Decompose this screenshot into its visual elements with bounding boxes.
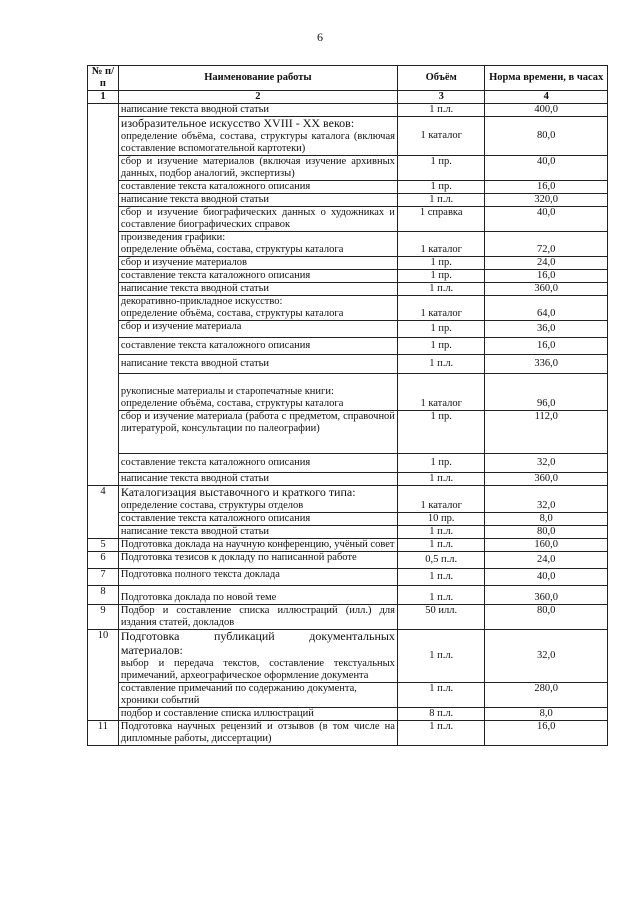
section-heading: произведения графики: xyxy=(120,232,226,243)
section-heading: Каталогизация выставочного и краткого типа: xyxy=(120,485,356,499)
work-norm: 360,0 xyxy=(485,586,608,605)
column-number: 4 xyxy=(485,91,608,104)
work-name: составление текста каталожного описания xyxy=(118,454,397,473)
work-name-cell xyxy=(118,232,397,257)
table-row xyxy=(88,569,608,586)
work-norm: 112,0 xyxy=(485,411,608,454)
work-volume: 1 пр. xyxy=(397,181,485,194)
table-row xyxy=(88,283,608,296)
row-num-cell xyxy=(88,104,119,486)
work-name-cell xyxy=(118,117,397,156)
work-name: определение объёма, состава, структуры каталога xyxy=(120,308,344,319)
row-num: 6 xyxy=(88,552,119,569)
section-heading: рукописные материалы и старопечатные книги: xyxy=(120,386,334,397)
work-norm: 32,0 xyxy=(485,630,608,683)
work-volume: 1 п.л. xyxy=(397,586,485,605)
work-volume: 1 пр. xyxy=(397,338,485,355)
work-volume: 1 пр. xyxy=(397,321,485,338)
norms-table xyxy=(87,65,608,746)
work-name: определение состава, структуры отделов xyxy=(120,500,304,511)
work-norm: 72,0 xyxy=(485,232,608,257)
table-row xyxy=(88,683,608,708)
row-num: 10 xyxy=(88,630,119,721)
work-norm: 40,0 xyxy=(485,569,608,586)
table-row xyxy=(88,630,608,683)
work-norm: 80,0 xyxy=(485,117,608,156)
work-norm: 8,0 xyxy=(485,513,608,526)
work-name-cell xyxy=(118,486,397,513)
table-row xyxy=(88,526,608,539)
work-name: определение объёма, состава, структуры каталога (включая составление вспомогательной картотеки) xyxy=(120,131,395,154)
work-norm: 400,0 xyxy=(485,104,608,117)
header-name: Наименование работы xyxy=(118,66,397,91)
table-row xyxy=(88,156,608,181)
work-name-cell xyxy=(118,374,397,411)
table-row xyxy=(88,586,608,605)
column-number: 3 xyxy=(397,91,485,104)
work-name: сбор и изучение материалов (включая изучение архивных данных, подбор аналогий, экспертизы) xyxy=(118,156,397,181)
work-volume: 1 каталог xyxy=(397,374,485,411)
header-norm: Норма времени, в часах xyxy=(485,66,608,91)
work-volume: 1 п.л. xyxy=(397,721,485,746)
work-norm: 8,0 xyxy=(485,708,608,721)
work-volume: 1 каталог xyxy=(397,486,485,513)
row-num: 5 xyxy=(88,539,119,552)
table-row xyxy=(88,321,608,338)
work-norm: 360,0 xyxy=(485,283,608,296)
work-name: Подготовка тезисов к докладу по написанной работе xyxy=(118,552,397,569)
row-num: 7 xyxy=(88,569,119,586)
work-name: составление текста каталожного описания xyxy=(118,181,397,194)
table-row xyxy=(88,194,608,207)
table-row xyxy=(88,257,608,270)
table-header-row xyxy=(88,66,608,91)
work-norm: 32,0 xyxy=(485,486,608,513)
work-name: выбор и передача текстов, составление текстуальных примечаний, археографическое оформление документа xyxy=(120,658,395,681)
work-norm: 16,0 xyxy=(485,270,608,283)
work-name-cell xyxy=(118,296,397,321)
work-volume: 1 каталог xyxy=(397,296,485,321)
work-name: написание текста вводной статьи xyxy=(118,104,397,117)
work-name: подбор и составление списка иллюстраций xyxy=(118,708,397,721)
section-heading: изобразительное искусство XVIII - XX веков: xyxy=(120,116,355,130)
work-name: Подготовка доклада по новой теме xyxy=(118,586,397,605)
row-num: 9 xyxy=(88,605,119,630)
work-name: определение объёма, состава, структуры каталога xyxy=(120,398,344,409)
work-name: сбор и изучение материалов xyxy=(118,257,397,270)
section-heading: Подготовка публикаций документальных материалов: xyxy=(120,629,395,657)
work-norm: 40,0 xyxy=(485,156,608,181)
column-number: 1 xyxy=(88,91,119,104)
work-volume: 1 п.л. xyxy=(397,683,485,708)
work-name: написание текста вводной статьи xyxy=(118,194,397,207)
work-name: составление текста каталожного описания xyxy=(118,270,397,283)
work-volume: 1 п.л. xyxy=(397,539,485,552)
work-volume: 1 п.л. xyxy=(397,569,485,586)
work-name: Подбор и составление списка иллюстраций (илл.) для издания статей, докладов xyxy=(118,605,397,630)
work-norm: 32,0 xyxy=(485,454,608,473)
work-name: Подготовка научных рецензий и отзывов (в том числе на дипломные работы, диссертации) xyxy=(118,721,397,746)
work-name: написание текста вводной статьи xyxy=(118,526,397,539)
table-row xyxy=(88,117,608,156)
work-volume: 50 илл. xyxy=(397,605,485,630)
table-row xyxy=(88,232,608,257)
header-num: № п/п xyxy=(88,66,119,91)
work-name: сбор и изучение материала (работа с предметом, справочной литературой, консультации по палеографии) xyxy=(118,411,397,454)
work-volume: 1 каталог xyxy=(397,117,485,156)
table-row xyxy=(88,338,608,355)
work-volume: 0,5 п.л. xyxy=(397,552,485,569)
work-name: составление текста каталожного описания xyxy=(118,338,397,355)
work-norm: 16,0 xyxy=(485,721,608,746)
work-norm: 80,0 xyxy=(485,526,608,539)
table-row xyxy=(88,104,608,117)
work-volume: 1 п.л. xyxy=(397,630,485,683)
work-name: Подготовка полного текста доклада xyxy=(118,569,397,586)
table-row xyxy=(88,552,608,569)
work-norm: 360,0 xyxy=(485,473,608,486)
work-name: написание текста вводной статьи xyxy=(118,283,397,296)
work-norm: 40,0 xyxy=(485,207,608,232)
work-norm: 80,0 xyxy=(485,605,608,630)
table-row xyxy=(88,721,608,746)
table-row xyxy=(88,296,608,321)
table-row xyxy=(88,374,608,411)
work-name: составление текста каталожного описания xyxy=(118,513,397,526)
work-name: написание текста вводной статьи xyxy=(118,473,397,486)
table-row xyxy=(88,486,608,513)
table-row xyxy=(88,605,608,630)
header-volume: Объём xyxy=(397,66,485,91)
work-volume: 1 п.л. xyxy=(397,104,485,117)
work-volume: 1 каталог xyxy=(397,232,485,257)
work-volume: 1 п.л. xyxy=(397,526,485,539)
work-name: написание текста вводной статьи xyxy=(118,355,397,374)
table-row xyxy=(88,270,608,283)
work-volume: 1 пр. xyxy=(397,411,485,454)
work-volume: 1 справка xyxy=(397,207,485,232)
column-number: 2 xyxy=(118,91,397,104)
page-number: 6 xyxy=(317,30,323,44)
table-row xyxy=(88,355,608,374)
table-row xyxy=(88,411,608,454)
work-norm: 64,0 xyxy=(485,296,608,321)
work-name: сбор и изучение материала xyxy=(118,321,397,338)
row-num: 8 xyxy=(88,586,119,605)
table-row xyxy=(88,513,608,526)
work-norm: 16,0 xyxy=(485,181,608,194)
work-volume: 1 пр. xyxy=(397,257,485,270)
work-norm: 320,0 xyxy=(485,194,608,207)
work-volume: 8 п.л. xyxy=(397,708,485,721)
column-number-row xyxy=(88,91,608,104)
work-name: сбор и изучение биографических данных о художниках и составление биографических справок xyxy=(118,207,397,232)
work-norm: 160,0 xyxy=(485,539,608,552)
work-name: определение объёма, состава, структуры каталога xyxy=(120,244,344,255)
work-volume: 1 пр. xyxy=(397,270,485,283)
section-heading: декоративно-прикладное искусство: xyxy=(120,296,283,307)
work-name: Подготовка доклада на научную конференцию, учёный совет xyxy=(118,539,397,552)
table-row xyxy=(88,181,608,194)
table-row xyxy=(88,473,608,486)
work-volume: 1 пр. xyxy=(397,156,485,181)
work-volume: 1 п.л. xyxy=(397,194,485,207)
work-norm: 96,0 xyxy=(485,374,608,411)
table-row xyxy=(88,207,608,232)
row-num: 4 xyxy=(88,486,119,539)
work-norm: 336,0 xyxy=(485,355,608,374)
work-norm: 24,0 xyxy=(485,257,608,270)
work-norm: 280,0 xyxy=(485,683,608,708)
work-name: составление примечаний по содержанию документа, хроники событий xyxy=(118,683,397,708)
table-row xyxy=(88,539,608,552)
work-name-cell xyxy=(118,630,397,683)
work-volume: 1 пр. xyxy=(397,454,485,473)
table-row xyxy=(88,454,608,473)
row-num: 11 xyxy=(88,721,119,746)
work-norm: 24,0 xyxy=(485,552,608,569)
work-norm: 36,0 xyxy=(485,321,608,338)
table-row xyxy=(88,708,608,721)
work-volume: 1 п.л. xyxy=(397,355,485,374)
work-volume: 10 пр. xyxy=(397,513,485,526)
work-norm: 16,0 xyxy=(485,338,608,355)
work-volume: 1 п.л. xyxy=(397,473,485,486)
work-volume: 1 п.л. xyxy=(397,283,485,296)
